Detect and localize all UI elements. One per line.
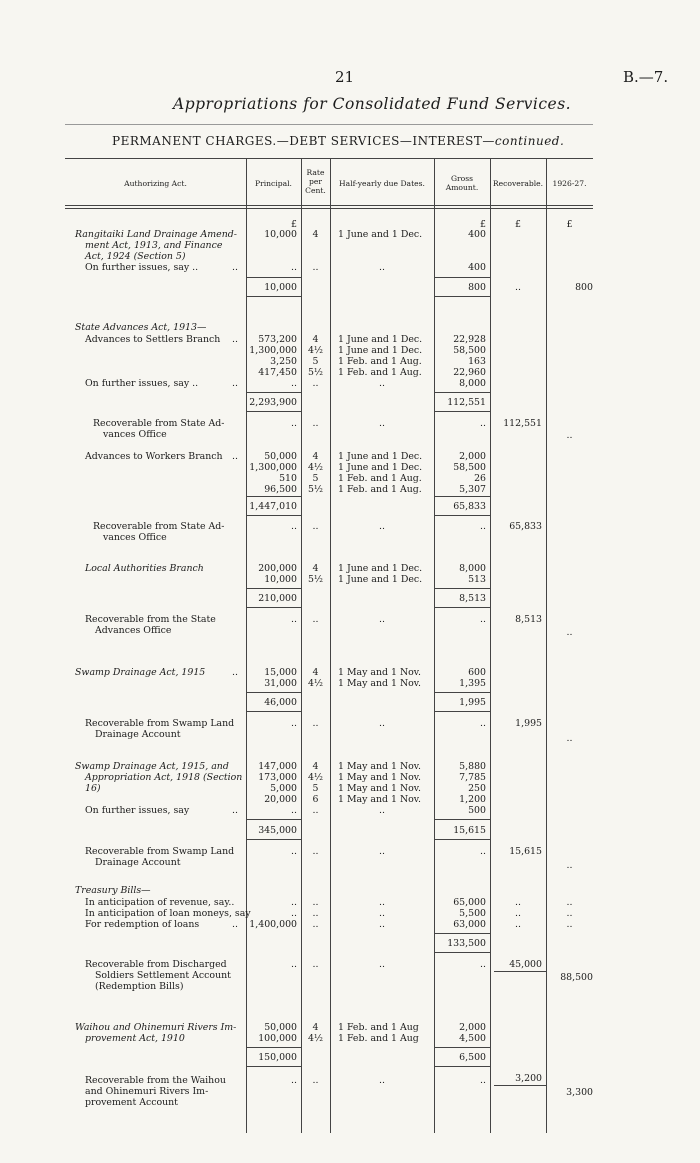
year-amount: 88,500 [560, 972, 593, 983]
subtotal-rule [434, 933, 490, 934]
cell-principal: .. [291, 897, 297, 908]
act-line: Act, 1924 (Section 5) [85, 251, 186, 262]
recoverable-line: Recoverable from Swamp Land [85, 718, 235, 729]
recoverable-amount: 112,551 [503, 418, 542, 429]
subtotal-rule [434, 819, 490, 820]
cell-principal: .. [291, 418, 297, 429]
header-bottom-rule [65, 205, 593, 206]
local-authorities-label: Local Authorities Branch [85, 563, 204, 574]
workers-branch-label: Advances to Workers Branch [85, 451, 223, 462]
recoverable-line: Recoverable from State Ad- [93, 521, 225, 532]
subtotal-rule [434, 952, 490, 953]
cell-dates: 1 Feb. and 1 Aug. [338, 484, 422, 495]
cell-gross: 1,200 [459, 794, 486, 805]
further-issues-label: On further issues, say [85, 805, 190, 816]
subtotal-rule [434, 496, 490, 497]
currency-gross: £ [480, 219, 486, 230]
cell-dates: 1 June and 1 Dec. [338, 574, 423, 585]
cell-gross: 400 [468, 262, 486, 273]
cell-rate: 5½ [307, 574, 324, 585]
cell-gross: 22,960 [453, 367, 486, 378]
cell-dates: 1 May and 1 Nov. [338, 678, 421, 689]
recoverable-line: Drainage Account [95, 857, 181, 868]
leader-dots: .. [232, 262, 238, 273]
cell-rate: 5½ [307, 367, 324, 378]
act-line: ment Act, 1913, and Finance [85, 240, 223, 251]
col-divider-rate [330, 158, 331, 1133]
header-bottom-rule-2 [65, 208, 593, 209]
cell-gross: 5,880 [459, 761, 486, 772]
cell-gross: 5,500 [459, 908, 486, 919]
cell-gross: 58,500 [453, 462, 486, 473]
header-gross-line1: Gross [450, 174, 474, 183]
cell-dates: 1 May and 1 Nov. [338, 772, 421, 783]
cell-gross: 5,307 [459, 484, 486, 495]
cell-dates: 1 May and 1 Nov. [338, 667, 421, 678]
cell-rate: 5 [312, 473, 319, 484]
act-state-advances: State Advances Act, 1913— [75, 322, 207, 333]
subtotal-principal: 1,447,010 [249, 501, 297, 512]
cell-rate: .. [312, 614, 319, 625]
header-gross-line2: Amount. [445, 183, 479, 192]
cell-principal: 1,300,000 [249, 462, 297, 473]
subtotal-principal: 210,000 [258, 593, 297, 604]
act-line: 16) [85, 783, 101, 794]
cell-principal: 20,000 [264, 794, 297, 805]
cell-dates: .. [379, 521, 385, 532]
subtotal-gross: 800 [468, 282, 486, 293]
subtotal-rule [434, 692, 490, 693]
subtotal-principal: 46,000 [264, 697, 297, 708]
cell-principal: 100,000 [258, 1033, 297, 1044]
cell-dates: 1 June and 1 Dec. [338, 345, 423, 356]
cell-gross: 500 [468, 805, 486, 816]
cell-rate: .. [312, 262, 319, 273]
subtotal-principal: 150,000 [258, 1052, 297, 1063]
year-amount: .. [566, 860, 573, 871]
cell-dates: 1 Feb. and 1 Aug [338, 1033, 419, 1044]
cell-dates: 1 June and 1 Dec. [338, 334, 423, 345]
header-rate-line3: Cent. [305, 186, 326, 195]
recoverable-label [85, 846, 234, 868]
cell-principal: 200,000 [258, 563, 297, 574]
cell-rate: 4½ [307, 772, 324, 783]
act-line: Rangitaiki Land Drainage Amend- [75, 229, 237, 240]
subtotal-rule [434, 296, 490, 297]
cell-principal: 1,400,000 [249, 919, 297, 930]
year-amount: .. [566, 897, 573, 908]
header-authorizing-act: Authorizing Act. [124, 179, 187, 188]
subtotal-rule [246, 1047, 301, 1048]
cell-gross: .. [480, 614, 486, 625]
cell-rate: 4 [312, 667, 319, 678]
cell-principal: 96,500 [264, 484, 297, 495]
cell-dates: 1 Feb. and 1 Aug. [338, 367, 422, 378]
col-divider-act [246, 158, 247, 1133]
cell-principal: 510 [279, 473, 297, 484]
cell-dates: .. [379, 614, 385, 625]
cell-principal: 1,300,000 [249, 345, 297, 356]
cell-rate: 4 [312, 761, 319, 772]
cell-rate: 4 [312, 451, 319, 462]
subtotal-rule [434, 1066, 490, 1067]
subtotal-rule [246, 692, 301, 693]
cell-gross: 4,500 [459, 1033, 486, 1044]
subtotal-principal: 2,293,900 [249, 397, 297, 408]
cell-principal: .. [291, 614, 297, 625]
subtotal-rule [246, 588, 301, 589]
header-gross [434, 174, 490, 192]
subtotal-rule [434, 515, 490, 516]
subtotal-rule [246, 839, 301, 840]
recoverable-label [93, 418, 224, 440]
cell-gross: 513 [468, 574, 486, 585]
subtotal-rule [246, 296, 301, 297]
cell-principal: 573,200 [258, 334, 297, 345]
cell-dates: 1 June and 1 Dec. [338, 462, 423, 473]
recoverable-rule [494, 971, 546, 972]
cell-rate: 4 [312, 1022, 319, 1033]
subtitle-main: PERMANENT CHARGES.—DEBT SERVICES—INTEREST— [112, 134, 495, 148]
subtotal-principal: 10,000 [264, 282, 297, 293]
subtotal-rule [434, 607, 490, 608]
cell-principal: .. [291, 805, 297, 816]
subtotal-gross: 1,995 [459, 697, 486, 708]
recoverable-line: (Redemption Bills) [95, 981, 184, 992]
col-divider-principal [301, 158, 302, 1133]
recoverable-amount: .. [515, 897, 521, 908]
recoverable-rule [494, 1085, 546, 1086]
cell-dates: .. [379, 718, 385, 729]
recoverable-line: Recoverable from State Ad- [93, 418, 225, 429]
subtotal-gross: 8,513 [459, 593, 486, 604]
cell-gross: 1,395 [459, 678, 486, 689]
table-top-rule [65, 158, 593, 159]
cell-rate: .. [312, 919, 319, 930]
cell-principal: 50,000 [264, 451, 297, 462]
leader-dots: .. [232, 451, 238, 462]
cell-rate: .. [312, 1075, 319, 1086]
subtotal-principal: 345,000 [258, 825, 297, 836]
currency-recoverable: £ [515, 219, 521, 230]
act-swamp-appropriation [75, 761, 242, 794]
act-swamp-drainage: Swamp Drainage Act, 1915 [75, 667, 206, 678]
recoverable-amount: .. [515, 282, 521, 293]
cell-rate: 4½ [307, 345, 324, 356]
cell-gross: 8,000 [459, 563, 486, 574]
further-issues-label: On further issues, say .. [85, 262, 199, 273]
cell-principal: 417,450 [258, 367, 297, 378]
cell-rate: 4½ [307, 678, 324, 689]
header-due-dates: Half-yearly due Dates. [339, 179, 425, 188]
act-treasury-bills: Treasury Bills— [75, 885, 151, 896]
subtotal-rule [434, 392, 490, 393]
cell-principal: .. [291, 521, 297, 532]
cell-dates: 1 Feb. and 1 Aug. [338, 473, 422, 484]
cell-rate: .. [312, 805, 319, 816]
page-number: 21 [335, 68, 355, 86]
recoverable-amount: 45,000 [509, 959, 542, 970]
cell-dates: 1 May and 1 Nov. [338, 783, 421, 794]
cell-principal: 173,000 [258, 772, 297, 783]
subtotal-gross: 15,615 [453, 825, 486, 836]
subtotal-rule [246, 496, 301, 497]
recoverable-label [85, 959, 231, 992]
settlers-branch-label: Advances to Settlers Branch [85, 334, 221, 345]
cell-gross: 22,928 [453, 334, 486, 345]
cell-dates: 1 May and 1 Nov. [338, 794, 421, 805]
cell-gross: 163 [468, 356, 486, 367]
subtotal-rule [434, 411, 490, 412]
cell-principal: 10,000 [264, 229, 297, 240]
cell-principal: 31,000 [264, 678, 297, 689]
cell-principal: .. [291, 908, 297, 919]
cell-dates: .. [379, 262, 385, 273]
cell-gross: 600 [468, 667, 486, 678]
year-amount: 800 [575, 282, 593, 293]
year-amount: .. [566, 919, 573, 930]
leader-dots: .. [232, 334, 238, 345]
cell-rate: 5 [312, 783, 319, 794]
cell-rate: .. [312, 908, 319, 919]
subtotal-rule [434, 839, 490, 840]
cell-rate: 4½ [307, 1033, 324, 1044]
cell-gross: 2,000 [459, 451, 486, 462]
cell-principal: 50,000 [264, 1022, 297, 1033]
cell-gross: .. [480, 959, 486, 970]
recoverable-amount: 15,615 [509, 846, 542, 857]
cell-gross: 58,500 [453, 345, 486, 356]
cell-gross: 7,785 [459, 772, 486, 783]
section-subtitle [112, 134, 564, 148]
subtotal-rule [246, 1066, 301, 1067]
recoverable-label [85, 614, 216, 636]
subtotal-rule [246, 607, 301, 608]
subtotal-rule [246, 392, 301, 393]
cell-rate: 4 [312, 334, 319, 345]
cell-dates: .. [379, 418, 385, 429]
subtotal-gross: 6,500 [459, 1052, 486, 1063]
subtotal-rule [434, 1047, 490, 1048]
recoverable-line: Recoverable from the State [85, 614, 216, 625]
year-amount: .. [566, 430, 573, 441]
recoverable-line: provement Account [85, 1097, 178, 1108]
header-principal: Principal. [255, 179, 292, 188]
act-rangitaiki [75, 229, 237, 262]
subtotal-rule [246, 515, 301, 516]
cell-gross: 26 [474, 473, 486, 484]
recoverable-line: Recoverable from Discharged [85, 959, 227, 970]
cell-gross: 8,000 [459, 378, 486, 389]
header-rate-line2: per [309, 177, 322, 186]
subtotal-gross: 133,500 [447, 938, 486, 949]
recoverable-label [93, 521, 224, 543]
treasury-row-label: In anticipation of revenue, say.. [85, 897, 235, 908]
cell-principal: .. [291, 959, 297, 970]
currency-year: £ [566, 219, 573, 230]
col-divider-gross [490, 158, 491, 1133]
cell-rate: .. [312, 897, 319, 908]
year-amount: 3,300 [566, 1087, 593, 1098]
document-reference: B.—7. [623, 68, 669, 86]
cell-rate: .. [312, 846, 319, 857]
cell-dates: 1 June and 1 Dec. [338, 451, 423, 462]
header-recoverable: Recoverable. [492, 179, 544, 188]
cell-gross: 250 [468, 783, 486, 794]
recoverable-label [85, 1075, 226, 1108]
cell-rate: 4 [312, 229, 319, 240]
subtotal-rule [434, 277, 490, 278]
cell-dates: .. [379, 805, 385, 816]
recoverable-amount: 1,995 [515, 718, 542, 729]
currency-principal: £ [291, 219, 297, 230]
cell-rate: 6 [312, 794, 319, 805]
header-year: 1926-27. [552, 179, 587, 188]
cell-rate: .. [312, 718, 319, 729]
cell-principal: 5,000 [270, 783, 297, 794]
cell-dates: .. [379, 1075, 385, 1086]
recoverable-line: Recoverable from Swamp Land [85, 846, 235, 857]
recoverable-label [85, 718, 234, 740]
recoverable-line: and Ohinemuri Rivers Im- [85, 1086, 209, 1097]
recoverable-amount: .. [515, 919, 521, 930]
col-divider-recoverable [546, 158, 547, 1133]
cell-dates: 1 Feb. and 1 Aug [338, 1022, 419, 1033]
cell-gross: .. [480, 418, 486, 429]
leader-dots: .. [232, 919, 238, 930]
cell-dates: .. [379, 919, 385, 930]
act-waihou-ohinemuri [75, 1022, 236, 1044]
cell-dates: 1 June and 1 Dec. [338, 563, 423, 574]
cell-principal: .. [291, 1075, 297, 1086]
cell-dates: 1 Feb. and 1 Aug. [338, 356, 422, 367]
cell-gross: .. [480, 521, 486, 532]
cell-principal: 3,250 [270, 356, 297, 367]
cell-gross: 65,000 [453, 897, 486, 908]
subtotal-gross: 112,551 [447, 397, 486, 408]
cell-principal: .. [291, 262, 297, 273]
title-rule [65, 124, 593, 125]
cell-gross: .. [480, 718, 486, 729]
recoverable-amount: 3,200 [515, 1073, 542, 1084]
cell-rate: .. [312, 418, 319, 429]
cell-dates: .. [379, 959, 385, 970]
cell-rate: 5 [312, 356, 319, 367]
recoverable-amount: .. [515, 908, 521, 919]
recoverable-line: Advances Office [95, 625, 172, 636]
cell-principal: 15,000 [264, 667, 297, 678]
year-amount: .. [566, 908, 573, 919]
leader-dots: .. [232, 667, 238, 678]
cell-gross: 63,000 [453, 919, 486, 930]
recoverable-amount: 65,833 [509, 521, 542, 532]
cell-dates: 1 June and 1 Dec. [338, 229, 423, 240]
recoverable-amount: 8,513 [515, 614, 542, 625]
recoverable-line: Recoverable from the Waihou [85, 1075, 226, 1086]
act-line: Appropriation Act, 1918 (Section [85, 772, 243, 783]
cell-gross: .. [480, 1075, 486, 1086]
cell-dates: .. [379, 908, 385, 919]
cell-gross: 2,000 [459, 1022, 486, 1033]
further-issues-label: On further issues, say .. [85, 378, 199, 389]
cell-rate: .. [312, 521, 319, 532]
cell-principal: .. [291, 718, 297, 729]
cell-principal: 10,000 [264, 574, 297, 585]
subtotal-rule [246, 411, 301, 412]
cell-dates: 1 May and 1 Nov. [338, 761, 421, 772]
act-line: Waihou and Ohinemuri Rivers Im- [75, 1022, 237, 1033]
leader-dots: .. [232, 805, 238, 816]
recoverable-line: Drainage Account [95, 729, 181, 740]
recoverable-line: vances Office [103, 532, 167, 543]
col-divider-dates [434, 158, 435, 1133]
cell-gross: 400 [468, 229, 486, 240]
treasury-row-label: For redemption of loans [85, 919, 200, 930]
cell-dates: .. [379, 378, 385, 389]
treasury-row-label: In anticipation of loan moneys, say [85, 908, 251, 919]
leader-dots: .. [232, 378, 238, 389]
subtotal-rule [246, 711, 301, 712]
cell-gross: .. [480, 846, 486, 857]
year-amount: .. [566, 627, 573, 638]
cell-principal: 147,000 [258, 761, 297, 772]
year-amount: .. [566, 733, 573, 744]
cell-rate: 4½ [307, 462, 324, 473]
cell-rate: 4 [312, 563, 319, 574]
recoverable-line: Soldiers Settlement Account [95, 970, 231, 981]
cell-dates: .. [379, 846, 385, 857]
subtotal-rule [246, 277, 301, 278]
cell-dates: .. [379, 897, 385, 908]
subtotal-gross: 65,833 [453, 501, 486, 512]
header-rate-line1: Rate [306, 168, 325, 177]
cell-rate: 5½ [307, 484, 324, 495]
cell-principal: .. [291, 846, 297, 857]
subtitle-continued: continued. [494, 134, 565, 148]
act-line: Swamp Drainage Act, 1915, and [75, 761, 229, 772]
act-line: provement Act, 1910 [85, 1033, 185, 1044]
cell-rate: .. [312, 959, 319, 970]
page-title: Appropriations for Consolidated Fund Services. [173, 95, 572, 113]
subtotal-rule [434, 588, 490, 589]
cell-rate: .. [312, 378, 319, 389]
subtotal-rule [246, 819, 301, 820]
cell-principal: .. [291, 378, 297, 389]
header-rate [301, 168, 330, 195]
subtotal-rule [434, 711, 490, 712]
recoverable-line: vances Office [103, 429, 167, 440]
